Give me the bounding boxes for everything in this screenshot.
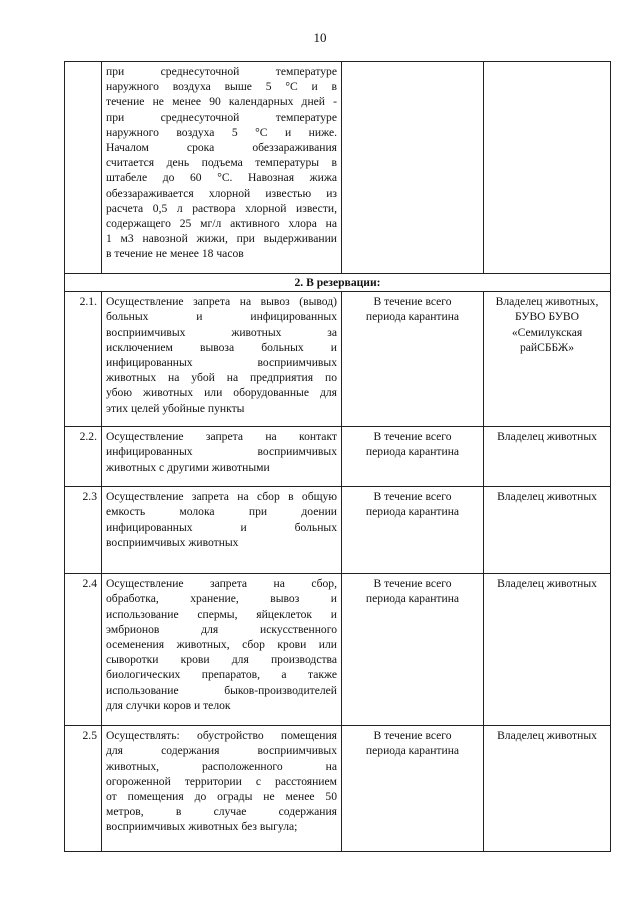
- text-line: сыворотки крови для производства: [106, 653, 337, 667]
- text-line: расчета 0,5 л раствора хлорной извести,: [106, 201, 337, 215]
- text-line: использование спермы, яйцеклеток и: [106, 607, 337, 621]
- row-number: 2.1.: [65, 292, 102, 427]
- text-line: в течение не менее 18 часов: [106, 247, 244, 261]
- row-term: [342, 726, 484, 852]
- text-line: 1 м3 навозной жижи, при выдерживании: [106, 232, 337, 246]
- text-line: Осуществлять: обустройство помещения: [106, 729, 337, 743]
- text-line: Осуществление запрета на сбор в общую: [106, 490, 337, 504]
- row-term: [342, 292, 484, 427]
- text-line: при среднесуточной температуре: [106, 65, 337, 78]
- section-header-row: [65, 274, 611, 292]
- row-term: [342, 487, 484, 574]
- row-description: [102, 427, 342, 487]
- row-number: 2.2.: [65, 427, 102, 487]
- section-title: 2. В резервации:: [65, 274, 611, 292]
- row-responsible: [484, 726, 611, 852]
- text-line: Началом срока обеззараживания: [106, 141, 337, 155]
- text-line: наружного воздуха 5 °С и ниже.: [106, 125, 337, 139]
- row-number: 2.3: [65, 487, 102, 574]
- row-description: [102, 574, 342, 726]
- responsible-line: райСББЖ»: [519, 340, 575, 354]
- text-line: содержащего 25 мг/л активного хлора на: [106, 217, 337, 231]
- text-line: Осуществление запрета на сбор,: [106, 577, 337, 591]
- text-line: огороженной территории с расстоянием: [106, 774, 337, 788]
- text-line: от помещения до ограды не менее 50: [106, 790, 337, 804]
- text-line: убою животных или оборудованные для: [106, 386, 337, 400]
- term-line: периода карантина: [365, 445, 460, 459]
- table-row-2-1: [65, 292, 611, 427]
- responsible-line: Владелец животных,: [495, 295, 599, 309]
- text-line: емкость молока при доении: [106, 505, 337, 519]
- row-responsible: [484, 574, 611, 726]
- text-line: инфицированных восприимчивых: [106, 356, 337, 370]
- responsible-line: Владелец животных: [497, 729, 597, 743]
- text-line: эмбрионов для искусственного: [106, 622, 337, 636]
- text-line: при среднесуточной температуре: [106, 110, 337, 124]
- row-description: [102, 292, 342, 427]
- row-term: [342, 427, 484, 487]
- text-line: инфицированных и больных: [106, 520, 337, 534]
- text-line: этих целей убойные пункты: [106, 401, 245, 415]
- text-line: наружного воздуха выше 5 °С и в: [106, 80, 337, 94]
- responsible-line: Владелец животных: [497, 577, 597, 591]
- term-line: В течение всего: [373, 490, 452, 504]
- row-number: 2.5: [65, 726, 102, 852]
- term-line: периода карантина: [365, 505, 460, 519]
- responsible-line: Владелец животных: [497, 490, 597, 504]
- text-line: для содержания восприимчивых: [106, 744, 337, 758]
- text-line: течение не менее 90 календарных дней -: [106, 95, 337, 109]
- table-row-2-3: [65, 487, 611, 574]
- continuation-description: [102, 62, 342, 274]
- text-line: восприимчивых животных без выгула;: [106, 820, 298, 834]
- text-line: биологических препаратов, а также: [106, 668, 337, 682]
- responsible-cell: [484, 62, 611, 274]
- text-line: Осуществление запрета на вывоз (вывод): [106, 295, 337, 309]
- text-line: животных, расположенного на: [106, 759, 337, 773]
- text-line: Осуществление запрета на контакт: [106, 430, 337, 444]
- text-line: исключением вывоза больных и: [106, 340, 337, 354]
- text-line: осеменения животных, сбор крови или: [106, 638, 337, 652]
- row-description: [102, 487, 342, 574]
- table-row-2-2: [65, 427, 611, 487]
- measures-table: [64, 61, 611, 852]
- text-line: штабеле до 60 °С. Навозная жижа: [106, 171, 337, 185]
- row-term: [342, 574, 484, 726]
- text-line: считается день подъема температуры в: [106, 156, 337, 170]
- text-line: восприимчивых животных за: [106, 325, 337, 339]
- row-responsible: [484, 427, 611, 487]
- row-responsible: [484, 487, 611, 574]
- term-line: В течение всего: [373, 430, 452, 444]
- term-line: периода карантина: [365, 592, 460, 606]
- page-number: 10: [313, 30, 327, 45]
- term-line: В течение всего: [373, 577, 452, 591]
- term-line: В течение всего: [373, 295, 452, 309]
- term-line: периода карантина: [365, 744, 460, 758]
- text-line: животных на убой на предприятия по: [106, 371, 337, 385]
- table-row-2-4: [65, 574, 611, 726]
- term-line: периода карантина: [365, 310, 460, 324]
- term-cell: [342, 62, 484, 274]
- text-line: для случки коров и телок: [106, 698, 231, 712]
- text-line: больных и инфицированных: [106, 310, 337, 324]
- text-line: обеззараживается хлорной известью из: [106, 186, 337, 200]
- responsible-line: Владелец животных: [497, 430, 597, 444]
- text-line: обработка, хранение, вывоз и: [106, 592, 337, 606]
- responsible-line: «Семилукская: [511, 325, 583, 339]
- row-number: 2.4: [65, 574, 102, 726]
- table-row-2-5: [65, 726, 611, 852]
- row-number-cell: [65, 62, 102, 274]
- text-line: животных с другими животными: [106, 460, 270, 474]
- text-line: метров, в случае содержания: [106, 805, 337, 819]
- responsible-line: БУВО БУВО: [514, 310, 580, 324]
- row-description: [102, 726, 342, 852]
- text-line: инфицированных восприимчивых: [106, 445, 337, 459]
- row-responsible: [484, 292, 611, 427]
- term-line: В течение всего: [373, 729, 452, 743]
- table-row-continuation: [65, 62, 611, 274]
- text-line: использование быков-производителей: [106, 683, 337, 697]
- text-line: восприимчивых животных: [106, 535, 239, 549]
